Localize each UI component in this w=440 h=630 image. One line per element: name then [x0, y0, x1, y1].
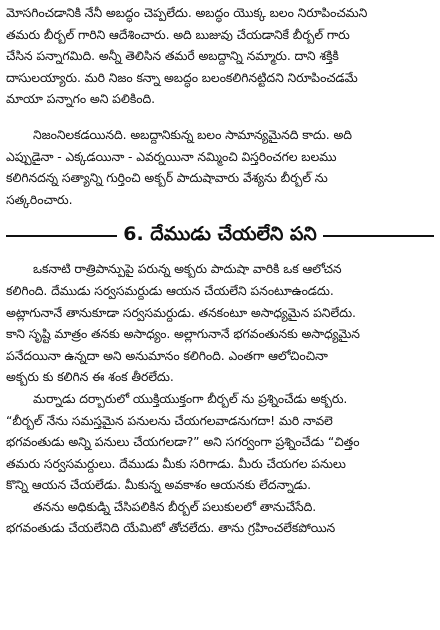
text-line: కలిగినదన్న సత్యాన్ని గుర్తించి అక్బర్ పాదుషావారు వేశ్యను బీర్బల్ ను: [6, 170, 328, 186]
text-line: మాయా పన్నాగం అని పలికింది.: [6, 91, 155, 107]
heading-rule-right: [323, 235, 434, 237]
text-line: నిజంనిలకడయినది. అబద్దానికున్న బలం సామాన్యమైనది కాదు. అది: [33, 126, 352, 142]
paragraph-1: [6, 2, 434, 110]
paragraph-gap: [6, 110, 434, 124]
text-line: అక్బరు కు కలిగిన ఈ శంక తీరలేదు.: [6, 369, 174, 385]
text-line: కాని సృష్టి మాత్రం తనకు అసాధ్యం. అల్లాగునానే భగవంతునకు అసాధ్యమైన: [6, 326, 360, 342]
text-line: భగవంతుడు చేయలేనిది యేమిటో తోచలేదు. తాను గ్రహించలేకపోయిన: [6, 520, 336, 536]
heading-rule-left: [6, 235, 117, 237]
text-line: పనేదయినా ఉన్నదా అని అనుమానం కలిగింది. ఎంతగా ఆలోచించినా: [6, 347, 328, 363]
text-line: “బీర్బల్ నేను సమస్తమైన పనులను చేయగలవాడనుగదా! మరి నావలె: [6, 412, 333, 428]
paragraph-5: [6, 496, 434, 539]
chapter-heading-block: [6, 214, 434, 258]
paragraph-3: [6, 258, 434, 388]
chapter-heading: 6. దేముడు చేయలేని పని: [123, 222, 317, 245]
text-line: తనను అధికుడ్ని చేసిపలికిన బీర్బల్ పలుకులలో తానుచేసేది.: [33, 498, 317, 514]
text-line: కలిగింది. దేముడు సర్వసమర్దుడు ఆయన చేయలేని పనంటూఉండదు.: [6, 282, 334, 298]
text-line: తమరు బీర్బల్ గారిని ఆదేశించారు. అది బుజువు చేయడానికే బీర్బల్ గారు: [6, 26, 350, 42]
text-line: కొన్ని ఆయన చేయలేడు. మీకున్న అవకాశం ఆయనకు లేదన్నాడు.: [6, 477, 311, 493]
text-line: మోసగించడానికి నేనీ అబద్ధం చెప్పలేదు. అబద్ధం యొక్క బలం నిరూపించమని: [6, 5, 368, 20]
text-line: ఎప్పుడైనా - ఎక్కడయినా - ఎవర్నయినా నమ్మించి విస్తరించగల బలము: [6, 148, 337, 164]
text-line: సత్కరించారు.: [6, 191, 73, 207]
text-line: ఒకనాటి రాత్రిపాన్పుపై పరున్న అక్బరు పాదుషా వారికి ఒక ఆలోచన: [33, 261, 342, 277]
text-line: చేసిన పన్నాగమిది. అన్నీ తెలిసిన తమరే అబద్దాన్ని నమ్మారు. దాని శక్తికి: [6, 48, 339, 64]
text-line: భగవంతుడు అన్ని పనులు చేయగలడా?” అని సగర్వంగా ప్రశ్నించేడు “చిత్తం: [6, 434, 360, 450]
text-line: తమరు సర్వసమర్దులు. దేముడు మీకు సరిగాడు. మీరు చేయగల పనులు: [6, 455, 346, 471]
paragraph-4: [6, 388, 434, 496]
text-line: దాసులయ్యారు. మరి నిజం కన్నా అబద్ధం బలంకలిగినట్టిదని నిరూపించడమే: [6, 69, 358, 85]
paragraph-2: [6, 124, 434, 210]
text-line: అట్లాగునానే తానుకూడా సర్వసమర్దుడు. తనకంటూ అసాధ్యమైన పనిలేదు.: [6, 304, 356, 320]
text-line: మర్నాడు దర్బారులో యుక్తియుక్తంగా బీర్బల్ ను ప్రశ్నించేడు అక్బరు.: [33, 390, 348, 406]
